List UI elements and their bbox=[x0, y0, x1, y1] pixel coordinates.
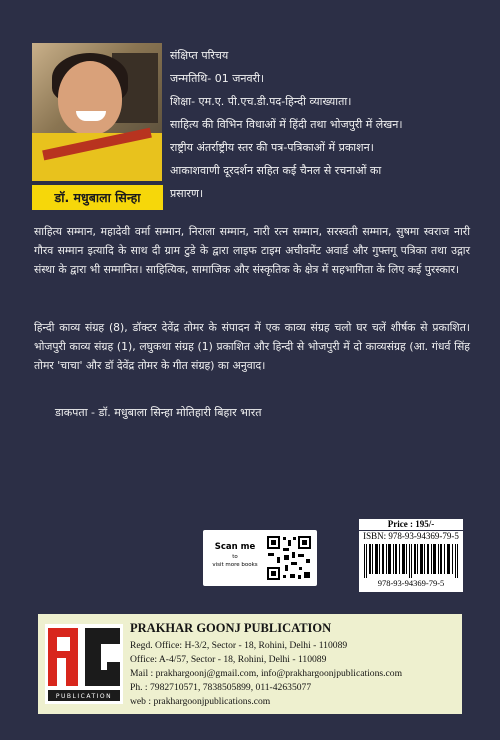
author-name: डॉ. मधुबाला सिन्हा bbox=[32, 185, 163, 210]
publisher-office: Office: A-4/57, Sector - 18, Rohini, Delhi - 110089 bbox=[130, 654, 327, 665]
scan-subtitle: visit more books bbox=[212, 562, 258, 568]
publisher-panel bbox=[38, 614, 462, 714]
qr-code-icon[interactable] bbox=[265, 534, 313, 582]
awards-paragraph: साहित्य सम्मान, महादेवी वर्मा सम्मान, निराला सम्मान, नारी रत्न सम्मान, सरस्वती सम्मान, सुषमा स्वराज नारी गौरव सम्मान इत्यादि के साथ दी ग्राम टुडे के द्वारा लाइफ टाइम अचीवमेंट अवार्ड और गुफ्तगू पत्रिका तथा उद्गार संस्था के द्वारा भी सम्मानित। साहित्यिक, सामाजिक और संस्कृतिक के क्षेत्र में सहभागिता के लिए कई पुरस्कार। bbox=[34, 225, 470, 276]
publisher-phone: Ph. : 7982710571, 7838505899, 011-42635077 bbox=[130, 682, 312, 693]
author-intro bbox=[170, 44, 470, 205]
intro-line: जन्मतिथि- 01 जनवरी। bbox=[170, 72, 265, 85]
logo-subtitle: PUBLICATION bbox=[55, 693, 113, 700]
intro-line: संक्षिप्त परिचय bbox=[170, 49, 229, 62]
intro-line: आकाशवाणी दूरदर्शन सहित कई चैनल से रचनाओं का bbox=[170, 164, 382, 177]
scan-me-box[interactable] bbox=[203, 530, 317, 586]
works-paragraph: हिन्दी काव्य संग्रह (8), डॉक्टर देवेंद्र तोमर के संपादन में एक काव्य संग्रह चलो घर चलें शीर्षक से प्रकाशित। भोजपुरी काव्य संग्रह (1), लघुकथा संग्रह (1) प्रकाशित और हिन्दी से भोजपुरी में दो काव्यसंग्रह (आ. गंधर्व सिंह तोमर 'चाचा' और डॉ देवेंद्र तोमर के गीत संग्रह) का अनुवाद। bbox=[34, 321, 470, 372]
author-photo bbox=[32, 43, 162, 181]
intro-line: शिक्षा- एम.ए. पी.एच.डी.पद-हिन्दी व्याख्याता। bbox=[170, 95, 352, 108]
publisher-logo bbox=[45, 624, 123, 704]
isbn-barcode bbox=[359, 531, 463, 592]
publisher-name: PRAKHAR GOONJ PUBLICATION bbox=[130, 621, 332, 635]
barcode-icon bbox=[364, 544, 458, 578]
publisher-web[interactable]: web : prakhargoonjpublications.com bbox=[130, 696, 271, 707]
isbn-number: 978-93-94369-79-5 bbox=[377, 578, 445, 588]
intro-line: साहित्य की विभिन विधाओं में हिंदी तथा भोजपुरी में लेखन। bbox=[170, 118, 403, 131]
postal-address: डाकपता - डॉ. मधुबाला सिन्हा मोतिहारी बिहार भारत bbox=[55, 406, 262, 419]
price-label: Price : 195/- bbox=[359, 519, 463, 530]
intro-line: राष्ट्रीय अंतर्राष्ट्रीय स्तर की पत्र-पत्रिकाओं में प्रकाशन। bbox=[170, 141, 374, 154]
intro-line: प्रसारण। bbox=[170, 187, 204, 200]
scan-title: Scan me bbox=[214, 542, 256, 552]
publisher-regd-office: Regd. Office: H-3/2, Sector - 18, Rohini, Delhi - 110089 bbox=[130, 640, 348, 651]
scan-to: to bbox=[232, 554, 238, 560]
isbn-label: ISBN: 978-93-94369-79-5 bbox=[363, 531, 459, 541]
publisher-mail[interactable]: Mail : prakhargoonj@gmail.com, info@prakhargoonjpublications.com bbox=[130, 668, 403, 679]
